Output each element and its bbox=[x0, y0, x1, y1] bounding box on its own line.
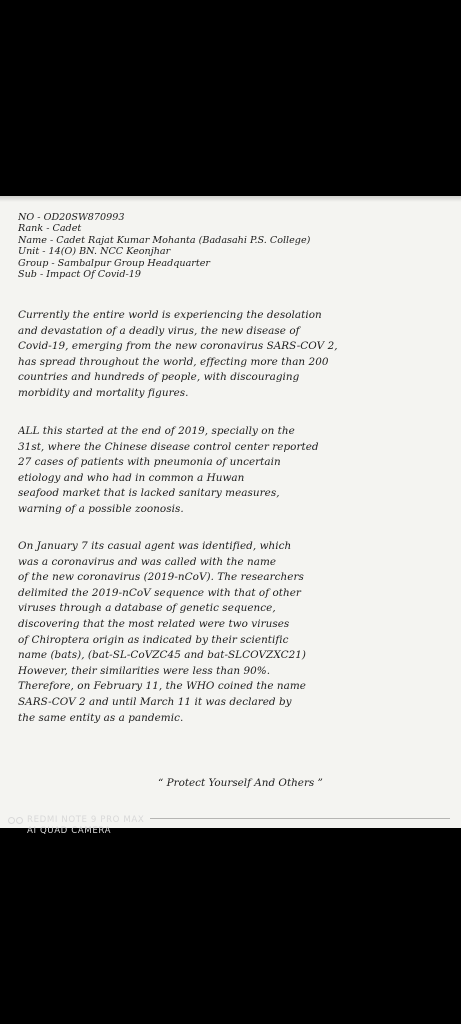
paragraph-3-line: Therefore, on February 11, the WHO coined the name bbox=[18, 680, 307, 693]
paragraph-2-line: warning of a possible zoonosis. bbox=[18, 502, 184, 515]
header-block bbox=[18, 212, 453, 280]
watermark-text bbox=[27, 815, 144, 837]
watermark-line-1: REDMI NOTE 9 PRO MAX bbox=[27, 815, 145, 825]
paragraph-1 bbox=[18, 308, 453, 402]
paragraph-3-line: delimited the 2019-nCoV sequence with that of other bbox=[18, 586, 301, 599]
photo-background-top bbox=[0, 0, 461, 196]
paragraph-2-line: etiology and who had in common a Huwan bbox=[18, 471, 245, 484]
paragraph-3-line: was a coronavirus and was called with the name bbox=[18, 555, 277, 568]
paragraph-2-line: 31st, where the Chinese disease control center reported bbox=[18, 440, 319, 453]
paragraph-1-line: Covid-19, emerging from the new coronavirus SARS-COV 2, bbox=[18, 340, 338, 353]
header-line-subject: Sub - Impact Of Covid-19 bbox=[18, 268, 141, 280]
header-line-group: Group - Sambalpur Group Headquarter bbox=[18, 257, 211, 269]
header-line-name: Name - Cadet Rajat Kumar Mohanta (Badasahi P.S. College) bbox=[18, 234, 311, 246]
header-line-number: NO - OD20SW870993 bbox=[18, 212, 125, 223]
closing-quote bbox=[158, 776, 453, 792]
header-line-rank: Rank - Cadet bbox=[18, 223, 82, 235]
paragraph-1-line: has spread throughout the world, effecting more than 200 bbox=[18, 355, 329, 368]
paragraph-3 bbox=[18, 539, 453, 726]
paragraph-3-line: discovering that the most related were two viruses bbox=[18, 617, 290, 630]
handwritten-page bbox=[0, 196, 461, 828]
paragraph-3-line: SARS-COV 2 and until March 11 it was declared by bbox=[18, 695, 292, 708]
camera-dots-icon bbox=[8, 817, 24, 825]
paragraph-1-line: morbidity and mortality figures. bbox=[18, 386, 189, 399]
paragraph-3-line: name (bats), (bat-SL-CoVZC45 and bat-SLCOVZXC21) bbox=[18, 649, 307, 662]
paragraph-1-line: and devastation of a deadly virus, the new disease of bbox=[18, 324, 300, 337]
header-line-unit: Unit - 14(O) BN. NCC Keonjhar bbox=[18, 246, 171, 258]
watermark-line-2: AI QUAD CAMERA bbox=[27, 826, 112, 836]
paragraph-1-line: countries and hundreds of people, with discouraging bbox=[18, 371, 300, 384]
paragraph-3-line: of Chiroptera origin as indicated by their scientific bbox=[18, 633, 289, 646]
page-edge-line bbox=[150, 818, 450, 819]
photo-background-bottom bbox=[0, 828, 461, 1024]
paragraph-2-line: seafood market that is lacked sanitary measures, bbox=[18, 487, 280, 500]
paragraph-2 bbox=[18, 424, 453, 518]
paragraph-1-line: Currently the entire world is experiencing the desolation bbox=[18, 309, 322, 321]
paragraph-3-line: viruses through a database of genetic sequence, bbox=[18, 602, 276, 615]
paragraph-2-line: ALL this started at the end of 2019, specially on the bbox=[18, 425, 295, 437]
closing-line: “ Protect Yourself And Others ” bbox=[158, 777, 323, 789]
paragraph-2-line: 27 cases of patients with pneumonia of uncertain bbox=[18, 456, 281, 469]
paragraph-3-line: of the new coronavirus (2019-nCoV). The researchers bbox=[18, 571, 304, 584]
paragraph-3-line: However, their similarities were less than 90%. bbox=[18, 664, 271, 677]
paragraph-3-line: the same entity as a pandemic. bbox=[18, 711, 184, 724]
paragraph-3-line: On January 7 its casual agent was identified, which bbox=[18, 540, 292, 552]
